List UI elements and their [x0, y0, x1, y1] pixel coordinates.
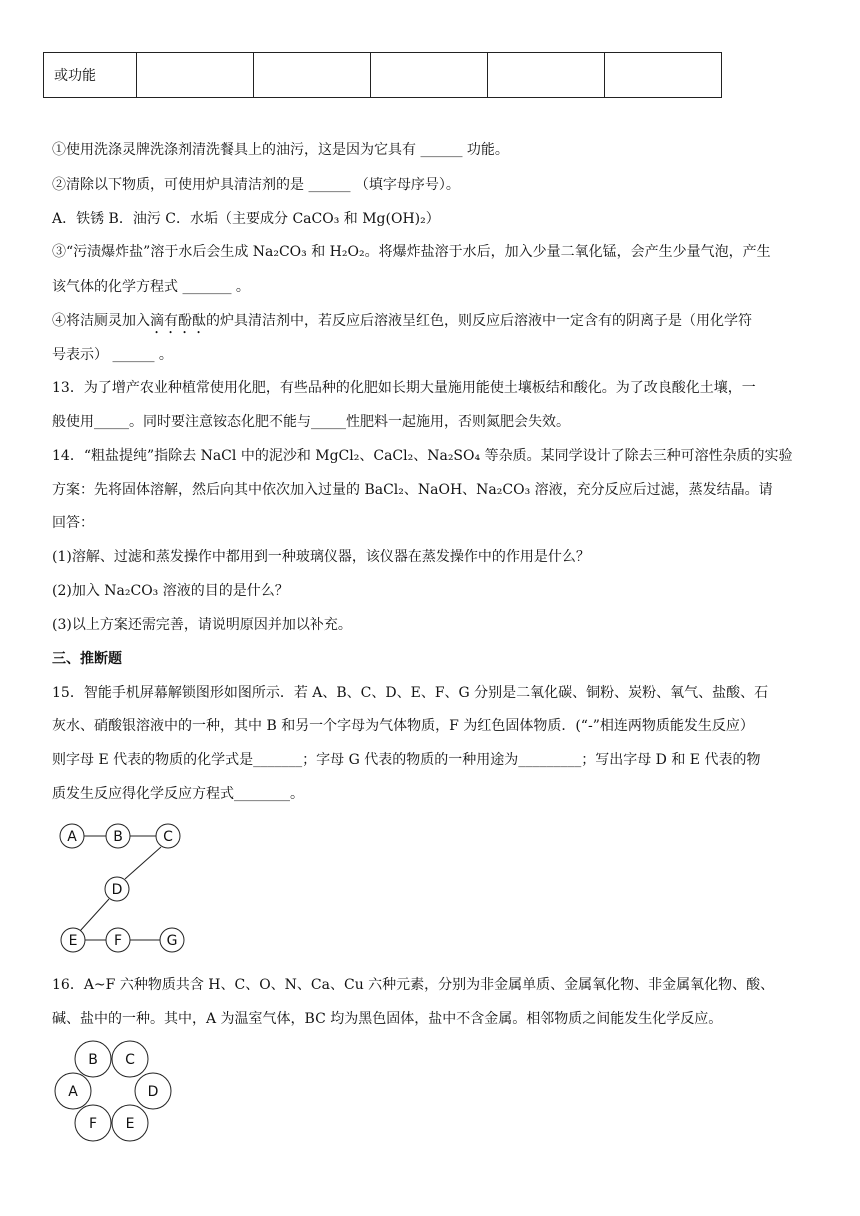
q15-node-g: G	[166, 933, 178, 949]
q16-node-b: B	[88, 1052, 98, 1068]
table-row-label: 或功能	[44, 53, 137, 98]
table-row	[44, 53, 722, 98]
q12-line-6-pre: ④将洁厕灵加入	[52, 313, 150, 329]
q16-line-1: 16．A~F 六种物质共含 H、C、O、N、Ca、Cu 六种元素，分别为非金属单质、金属氧化物、非金属氧化物、酸、	[52, 977, 775, 993]
q12-line-3: A．铁锈 B．油污 C．水垢（主要成分 CaCO₃ 和 Mg(OH)₂）	[52, 211, 440, 227]
q16-node-a: A	[68, 1084, 78, 1100]
q14-sub-3: (3)以上方案还需完善，请说明原因并加以补充。	[52, 617, 352, 633]
section-heading: 三、推断题	[52, 651, 122, 667]
q14-sub-2: (2)加入 Na₂CO₃ 溶液的目的是什么？	[52, 583, 289, 599]
q12-line-7: 号表示） ______ 。	[52, 347, 173, 363]
q15-line-3: 则字母 E 代表的物质的化学式是_______；字母 G 代表的物质的一种用途为_________；写出字母 D 和 E 代表的物	[52, 752, 761, 768]
q16-node-c: C	[125, 1052, 135, 1068]
q16-line-2: 碱、盐中的一种。其中，A 为温室气体，BC 均为黑色固体，盐中不含金属。相邻物质之间能发生化学反应。	[52, 1011, 723, 1027]
q12-line-1: ①使用洗涤灵牌洗涤剂清洗餐具上的油污，这是因为它具有 ______ 功能。	[52, 142, 509, 158]
q14-sub-1: (1)溶解、过滤和蒸发操作中都用到一种玻璃仪器，该仪器在蒸发操作中的作用是什么？	[52, 549, 590, 565]
table-cell	[605, 53, 722, 98]
q14-line-2: 方案：先将固体溶解，然后向其中依次加入过量的 BaCl₂、NaOH、Na₂CO₃ 溶液，充分反应后过滤，蒸发结晶。请	[52, 482, 773, 498]
q15-node-f: F	[113, 933, 123, 949]
q12-line-2: ②清除以下物质，可使用炉具清洁剂的是 ______ （填字母序号）。	[52, 177, 460, 193]
q13-line-2: 般使用_____。同时要注意铵态化肥不能与_____性肥料一起施用，否则氮肥会失效。	[52, 414, 570, 430]
q16-node-d: D	[147, 1084, 159, 1100]
table-cell	[254, 53, 371, 98]
q14-line-3: 回答：	[52, 515, 94, 531]
q12-line-6	[52, 311, 752, 337]
table-cell	[137, 53, 254, 98]
unlock-pattern-diagram	[50, 818, 200, 958]
q13-line-1: 13．为了增产农业种植常使用化肥，有些品种的化肥如长期大量施用能使土壤板结和酸化。为了改良酸化土壤，一	[52, 380, 756, 396]
answer-table	[43, 52, 722, 98]
q12-line-4: ③“污渍爆炸盐”溶于水后会生成 Na₂CO₃ 和 H₂O₂。将爆炸盐溶于水后，加入少量二氧化锰，会产生少量气泡，产生	[52, 244, 771, 260]
q15-line-4: 质发生反应得化学反应方程式________。	[52, 786, 304, 802]
table-cell	[371, 53, 488, 98]
q12-line-5: 该气体的化学方程式 _______ 。	[52, 279, 250, 295]
table-cell	[488, 53, 605, 98]
q15-node-a: A	[67, 829, 77, 845]
q15-node-d: D	[111, 882, 123, 898]
q15-node-b: B	[113, 829, 123, 845]
q15-node-c: C	[163, 829, 173, 845]
q12-emphasis-text: 滴有酚酞	[150, 313, 206, 329]
q16-node-f: F	[88, 1116, 98, 1132]
substance-ring-diagram	[48, 1038, 180, 1146]
q16-node-e: E	[125, 1116, 135, 1132]
q14-line-1: 14．“粗盐提纯”指除去 NaCl 中的泥沙和 MgCl₂、CaCl₂、Na₂SO₄ 等杂质。某同学设计了除去三种可溶性杂质的实验	[52, 448, 793, 464]
q15-node-e: E	[68, 933, 78, 949]
q15-line-1: 15．智能手机屏幕解锁图形如图所示．若 A、B、C、D、E、F、G 分别是二氧化碳、铜粉、炭粉、氧气、盐酸、石	[52, 685, 769, 701]
q15-line-2: 灰水、硝酸银溶液中的一种，其中 B 和另一个字母为气体物质，F 为红色固体物质．(“-”相连两物质能发生反应）	[52, 718, 754, 734]
q12-line-6-post: 的炉具清洁剂中，若反应后溶液呈红色，则反应后溶液中一定含有的阴离子是（用化学符	[206, 313, 752, 329]
